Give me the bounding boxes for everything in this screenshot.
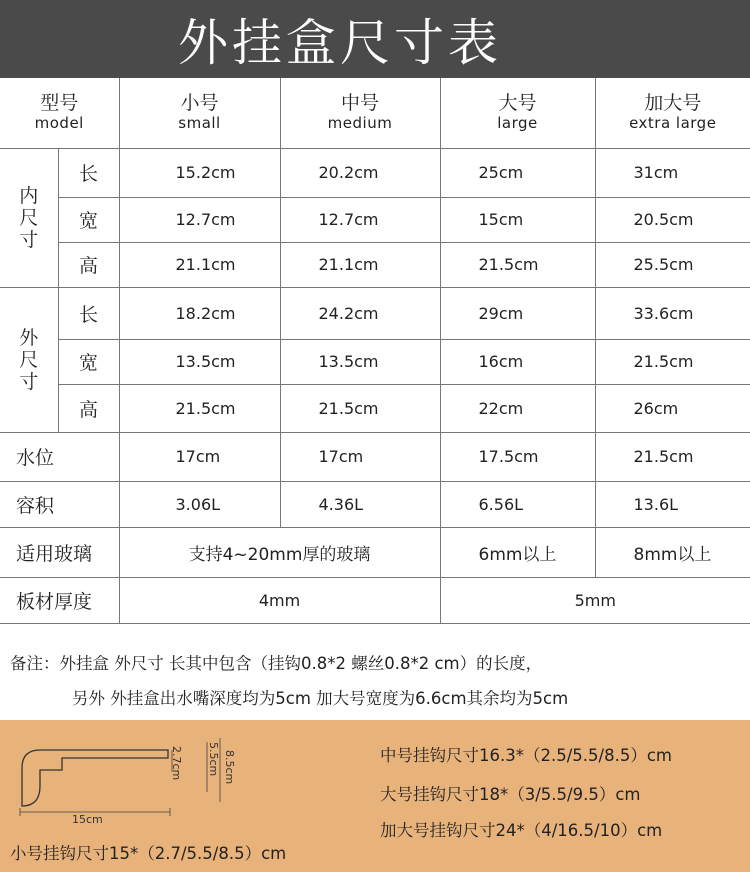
cell-value: 18.2cm [119, 287, 280, 339]
row-label-volume: 容积 [0, 481, 119, 527]
table-row [0, 577, 750, 623]
cell-value: 17cm [280, 432, 440, 481]
header-model [0, 78, 119, 148]
table-row [0, 384, 750, 432]
hook-size-medium: 中号挂钩尺寸16.3*（2.5/5.5/8.5）cm [380, 746, 672, 765]
cell-value: 12.7cm [119, 197, 280, 242]
header-medium [280, 78, 440, 148]
header-medium-en: medium [327, 114, 393, 133]
dim-label: 宽 [58, 197, 119, 242]
cell-value: 12.7cm [280, 197, 440, 242]
cell-value: 25cm [440, 148, 595, 197]
hook-size-small: 小号挂钩尺寸15*（2.7/5.5/8.5）cm [10, 844, 287, 863]
size-table [0, 78, 750, 624]
cell-value: 3.06L [119, 481, 280, 527]
header-xl-en: extra large [629, 114, 717, 133]
cell-value: 13.5cm [280, 339, 440, 384]
header-xl [595, 78, 750, 148]
group-char: 寸 [19, 228, 39, 251]
title-banner [0, 0, 750, 78]
table-row [0, 148, 750, 197]
note-line-2: 另外 外挂盒出水嘴深度均为5cm 加大号宽度为6.6cm其余均为5cm [72, 689, 569, 708]
cell-value: 6mm以上 [440, 527, 595, 577]
header-large [440, 78, 595, 148]
group-char: 寸 [19, 370, 39, 393]
row-label-glass: 适用玻璃 [0, 527, 119, 577]
group-char: 尺 [19, 206, 39, 229]
cell-value: 21.5cm [119, 384, 280, 432]
row-label-water-level: 水位 [0, 432, 119, 481]
cell-value: 4.36L [280, 481, 440, 527]
cell-value: 5mm [440, 577, 750, 623]
dim-label: 宽 [58, 339, 119, 384]
table-row [0, 432, 750, 481]
cell-value: 21.5cm [595, 432, 750, 481]
cell-value: 21.5cm [595, 339, 750, 384]
group-label-inner [0, 148, 58, 287]
dim-label-15: 15cm [72, 813, 103, 826]
table-row [0, 242, 750, 287]
dim-label: 长 [58, 148, 119, 197]
cell-value: 4mm [119, 577, 440, 623]
cell-value: 33.6cm [595, 287, 750, 339]
cell-value: 15cm [440, 197, 595, 242]
header-small-en: small [178, 114, 221, 133]
row-label-thickness: 板材厚度 [0, 577, 119, 623]
header-small-zh: 小号 [180, 92, 219, 115]
hook-section [0, 720, 750, 872]
cell-value: 17.5cm [440, 432, 595, 481]
group-char: 尺 [19, 348, 39, 371]
cell-value: 16cm [440, 339, 595, 384]
cell-value: 24.2cm [280, 287, 440, 339]
note-line-1: 备注：外挂盒 外尺寸 长其中包含（挂钩0.8*2 螺丝0.8*2 cm）的长度， [10, 654, 543, 673]
cell-value: 支持4~20mm厚的玻璃 [119, 527, 440, 577]
table-header-row [0, 78, 750, 148]
header-xl-zh: 加大号 [644, 92, 702, 115]
header-medium-zh: 中号 [340, 92, 379, 115]
cell-value: 17cm [119, 432, 280, 481]
dim-label-85: 8.5cm [223, 750, 236, 785]
hook-profile-outline [22, 750, 168, 806]
header-large-zh: 大号 [498, 92, 537, 115]
header-small [119, 78, 280, 148]
cell-value: 13.5cm [119, 339, 280, 384]
dim-label-55: 5.5cm [207, 742, 220, 777]
cell-value: 6.56L [440, 481, 595, 527]
cell-value: 31cm [595, 148, 750, 197]
table-row [0, 339, 750, 384]
dim-label-27: 2.7cm [170, 746, 183, 781]
cell-value: 21.5cm [440, 242, 595, 287]
cell-value: 8mm以上 [595, 527, 750, 577]
dim-label: 长 [58, 287, 119, 339]
header-model-zh: 型号 [40, 92, 79, 115]
cell-value: 21.1cm [119, 242, 280, 287]
table-row [0, 287, 750, 339]
cell-value: 21.5cm [280, 384, 440, 432]
cell-value: 15.2cm [119, 148, 280, 197]
cell-value: 29cm [440, 287, 595, 339]
cell-value: 26cm [595, 384, 750, 432]
group-label-outer [0, 287, 58, 432]
table-row [0, 481, 750, 527]
cell-value: 20.5cm [595, 197, 750, 242]
hook-diagram [0, 720, 250, 840]
hook-size-xl: 加大号挂钩尺寸24*（4/16.5/10）cm [380, 821, 663, 840]
group-char: 外 [19, 326, 39, 349]
hook-size-large: 大号挂钩尺寸18*（3/5.5/9.5）cm [380, 785, 641, 804]
group-char: 内 [19, 184, 39, 207]
dim-label: 高 [58, 384, 119, 432]
header-model-en: model [34, 114, 84, 133]
cell-value: 25.5cm [595, 242, 750, 287]
header-large-en: large [497, 114, 538, 133]
dim-label: 高 [58, 242, 119, 287]
page-title: 外挂盒尺寸表 [178, 14, 502, 72]
cell-value: 13.6L [595, 481, 750, 527]
table-row [0, 527, 750, 577]
cell-value: 20.2cm [280, 148, 440, 197]
cell-value: 22cm [440, 384, 595, 432]
cell-value: 21.1cm [280, 242, 440, 287]
table-row [0, 197, 750, 242]
